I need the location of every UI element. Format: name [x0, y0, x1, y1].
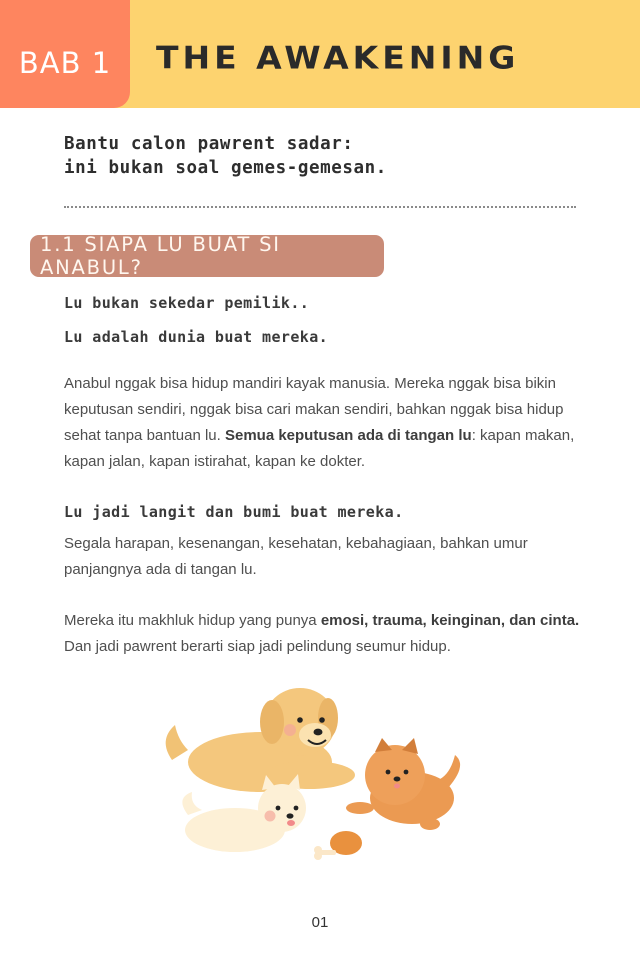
quote-2: Lu adalah dunia buat mereka. [64, 328, 329, 346]
paragraph-3-text: Mereka itu makhluk hidup yang punya [64, 612, 321, 629]
chapter-subtitle [64, 132, 387, 180]
chapter-tab [0, 0, 130, 108]
paragraph-2: Segala harapan, kesenangan, kesehatan, kebahagiaan, bahkan umur panjangnya ada di tangan lu. [64, 535, 528, 578]
dogs-illustration [150, 680, 490, 880]
section-title: 1.1 SIAPA LU BUAT SI ANABUL? [40, 233, 281, 279]
subtitle-line-1: Bantu calon pawrent sadar: [64, 134, 354, 154]
chapter-title: THE AWAKENING [156, 38, 520, 77]
paragraph-1-tail: : kapan makan, kapan jalan, kapan istirahat, kapan ke dokter. [64, 427, 575, 470]
paragraph-3-emphasis: emosi, trauma, keinginan, dan cinta. [320, 612, 580, 629]
section-heading [30, 235, 384, 277]
paragraph-1-emphasis: Semua keputusan ada di tangan lu [224, 427, 472, 444]
paragraph-1 [64, 371, 584, 475]
dotted-divider [64, 206, 576, 208]
paragraph-3 [64, 608, 584, 660]
chapter-label: BAB 1 [18, 46, 112, 80]
subtitle-line-2: ini bukan soal gemes-gemesan. [64, 158, 387, 178]
paragraph-1-text: Anabul nggak bisa hidup mandiri kayak manusia. Mereka nggak bisa bikin keputusan sendiri, nggak bisa cari makan sendiri, bahkan nggak bisa hidup sehat tanpa bantuan lu. [64, 375, 564, 444]
page-number: 01 [311, 914, 329, 931]
chapter-banner [0, 0, 640, 108]
quote-3: Lu jadi langit dan bumi buat mereka. [64, 503, 404, 521]
paragraph-3-tail: Dan jadi pawrent berarti siap jadi pelindung seumur hidup. [64, 638, 451, 655]
dogs-icon [150, 680, 490, 880]
quote-1: Lu bukan sekedar pemilik.. [64, 294, 310, 312]
